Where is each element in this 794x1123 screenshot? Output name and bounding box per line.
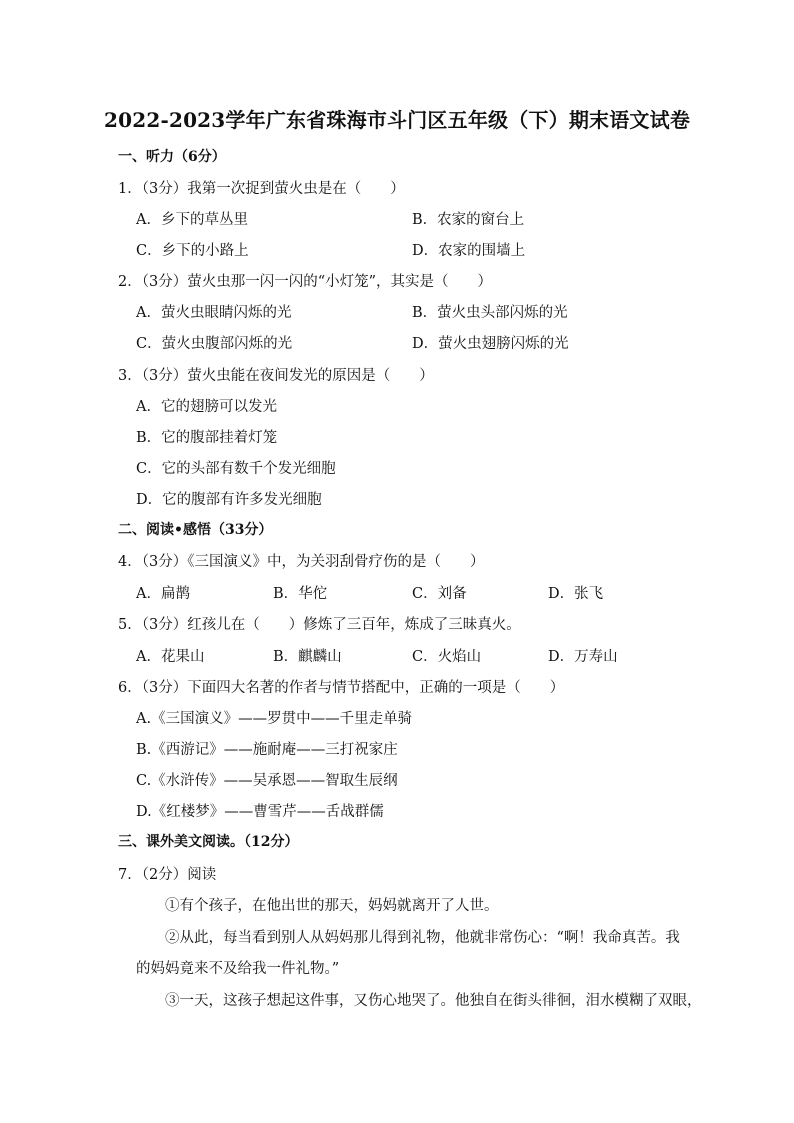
question-3-option-a: A．它的翅膀可以发光 xyxy=(136,399,277,415)
question-3-option-c: C．它的头部有数千个发光细胞 xyxy=(136,461,336,477)
question-6-option-a: A.《三国演义》——罗贯中——千里走单骑 xyxy=(136,711,413,727)
question-3-stem: 3．（3分）萤火虫能在夜间发光的原因是（ ） xyxy=(118,368,434,384)
question-6-option-d: D.《红楼梦》——曹雪芹——舌战群儒 xyxy=(136,804,384,820)
question-4-option-b: B．华佗 xyxy=(273,586,328,602)
question-7-stem: 7．（2分）阅读 xyxy=(118,867,217,883)
question-3-option-d: D．它的腹部有许多发光细胞 xyxy=(136,492,322,508)
passage-paragraph-2-line-1: ②从此，每当看到别人从妈妈那儿得到礼物，他就非常伤心：“啊！我命真苦。我 xyxy=(165,930,680,946)
section-heading-reading: 二、阅读•感悟（33分） xyxy=(118,522,273,538)
question-4-option-d: D．张飞 xyxy=(548,586,604,602)
page-title: 2022-2023学年广东省珠海市斗门区五年级（下）期末语文试卷 xyxy=(103,108,691,132)
section-heading-extracurricular: 三、课外美文阅读。（12分） xyxy=(118,834,299,850)
question-4-option-a: A．扁鹊 xyxy=(136,586,190,602)
passage-paragraph-1: ①有个孩子，在他出世的那天，妈妈就离开了人世。 xyxy=(165,898,499,914)
question-2-option-c: C．萤火虫腹部闪烁的光 xyxy=(136,336,293,352)
section-heading-listening: 一、听力（6分） xyxy=(118,149,226,165)
question-1-option-b: B．农家的窗台上 xyxy=(412,212,525,228)
question-6-option-b: B.《西游记》——施耐庵——三打祝家庄 xyxy=(136,742,398,758)
question-6-option-c: C.《水浒传》——吴承恩——智取生辰纲 xyxy=(136,773,398,789)
question-4-stem: 4．（3分）《三国演义》中，为关羽刮骨疗伤的是（ ） xyxy=(118,554,485,570)
question-2-stem: 2．（3分）萤火虫那一闪一闪的“小灯笼”，其实是（ ） xyxy=(118,274,493,290)
question-5-stem: 5．（3分）红孩儿在（ ）修炼了三百年，炼成了三昧真火。 xyxy=(118,617,521,633)
question-2-option-b: B．萤火虫头部闪烁的光 xyxy=(412,305,568,321)
question-1-stem: 1．（3分）我第一次捉到萤火虫是在（ ） xyxy=(118,181,405,197)
question-6-stem: 6．（3分）下面四大名著的作者与情节搭配中，正确的一项是（ ） xyxy=(118,680,565,696)
question-2-option-d: D．萤火虫翅膀闪烁的光 xyxy=(412,336,569,352)
question-3-option-b: B．它的腹部挂着灯笼 xyxy=(136,430,278,446)
question-1-option-d: D．农家的围墙上 xyxy=(412,243,526,259)
question-5-option-b: B．麒麟山 xyxy=(273,649,342,665)
question-5-option-c: C．火焰山 xyxy=(412,649,482,665)
question-1-option-c: C．乡下的小路上 xyxy=(136,243,249,259)
question-2-option-a: A．萤火虫眼睛闪烁的光 xyxy=(136,305,292,321)
question-1-option-a: A．乡下的草丛里 xyxy=(136,212,248,228)
question-5-option-d: D．万寿山 xyxy=(548,649,618,665)
question-4-option-c: C．刘备 xyxy=(412,586,467,602)
question-5-option-a: A．花果山 xyxy=(136,649,205,665)
passage-paragraph-2-line-2: 的妈妈竟来不及给我一件礼物。” xyxy=(136,961,340,977)
passage-paragraph-3: ③一天，这孩子想起这件事，又伤心地哭了。他独自在街头徘徊，泪水模糊了双眼， xyxy=(165,993,702,1009)
